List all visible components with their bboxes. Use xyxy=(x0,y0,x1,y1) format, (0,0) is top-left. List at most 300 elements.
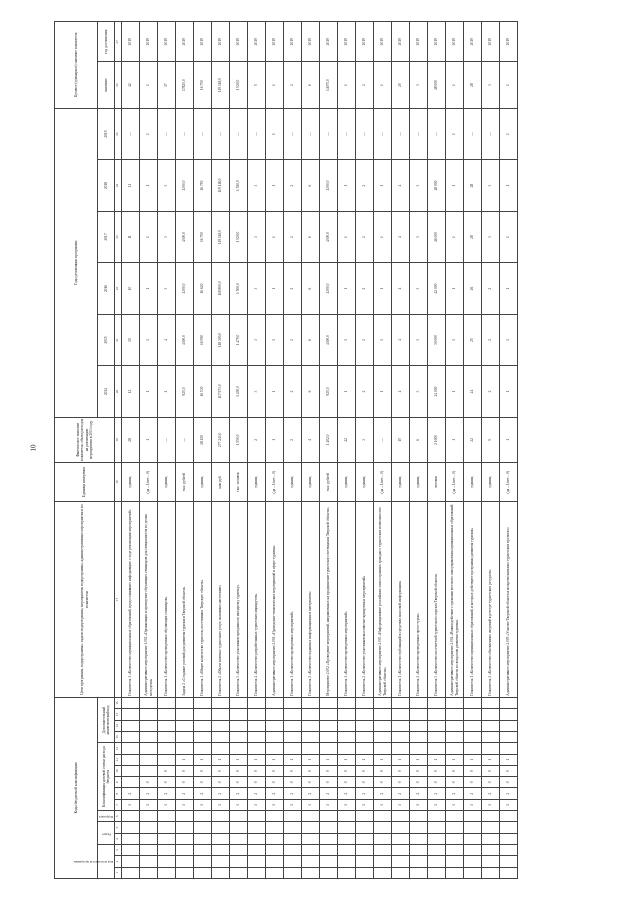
target-year-cell: 2019 xyxy=(176,22,194,62)
fact-cell: — xyxy=(158,417,176,462)
table-row xyxy=(230,22,248,879)
code-cell xyxy=(302,697,320,709)
code-cell xyxy=(176,720,194,731)
code-cell: 0 xyxy=(320,777,338,788)
code-cell xyxy=(320,822,338,833)
code-cell xyxy=(392,833,410,844)
code-cell: 0 xyxy=(176,765,194,776)
target-year-cell: 2019 xyxy=(482,22,500,62)
code-cell: 0 xyxy=(392,777,410,788)
code-cell xyxy=(158,709,176,720)
code-cell: 0 xyxy=(284,765,302,776)
target-value-cell: 3 xyxy=(410,62,428,108)
year-value-cell: 16 750 xyxy=(194,160,212,211)
table-row xyxy=(302,22,320,879)
code-cell: 0 xyxy=(410,765,428,776)
year-value-cell: 16 750 xyxy=(194,211,212,262)
unit-cell: единиц xyxy=(284,463,302,502)
code-cell: 0 xyxy=(248,777,266,788)
target-year-header: год достижения xyxy=(98,22,115,62)
fact-cell: — xyxy=(176,417,194,462)
unit-cell: единиц xyxy=(158,463,176,502)
year-value-cell: 925,0 xyxy=(320,366,338,417)
code-cell xyxy=(338,845,356,856)
code-cell xyxy=(374,731,392,742)
code-cell xyxy=(482,709,500,720)
column-number: 17 xyxy=(115,502,122,698)
year-value-cell: 3 xyxy=(410,211,428,262)
code-cell: 0 xyxy=(302,777,320,788)
year-value-cell: 42 000 xyxy=(428,263,446,314)
indicator-name: Показатель 2 «Количество участников выставочно-ярмарочных мероприятий» xyxy=(356,502,374,698)
code-cell xyxy=(500,845,518,856)
code-cell: 2 xyxy=(374,788,392,799)
code-cell xyxy=(266,709,284,720)
year-value-cell: 2 xyxy=(356,366,374,417)
code-cell xyxy=(392,720,410,731)
code-cell xyxy=(176,856,194,867)
year-value-cell: 2 xyxy=(284,314,302,365)
code-cell xyxy=(122,845,140,856)
indicator-name: Показатель 1 «Количество муниципальных образований, предоставивших информацию о ходе реализации мероприятий» xyxy=(122,502,140,698)
code-cell xyxy=(464,833,482,844)
code-cell xyxy=(356,731,374,742)
unit-cell: (да – 1/нет – 0) xyxy=(500,463,518,502)
year-header-2015: 2015 xyxy=(98,314,115,365)
year-value-cell: — xyxy=(122,108,140,160)
fact-cell: 1 xyxy=(266,417,284,462)
year-value-cell: 1 xyxy=(500,160,518,211)
year-value-cell: 1 500,0 xyxy=(230,263,248,314)
indicator-name: Административное мероприятие 1.002 «Организация и проведение обучающих семинаров для специалистов по делам молодежи» xyxy=(140,502,158,698)
code-cell xyxy=(428,833,446,844)
code-cell xyxy=(122,867,140,878)
rotated-table-container xyxy=(54,21,606,879)
year-value-cell: 1 xyxy=(140,314,158,365)
code-cell: 1 xyxy=(392,799,410,810)
code-cell xyxy=(410,856,428,867)
code-cell xyxy=(248,856,266,867)
code-cell xyxy=(500,709,518,720)
code-cell: 1 xyxy=(266,754,284,765)
target-year-cell: 2019 xyxy=(158,22,176,62)
year-value-cell: 1 xyxy=(446,263,464,314)
unit-cell: (да – 1/нет – 0) xyxy=(446,463,464,502)
year-value-cell: 4 xyxy=(392,211,410,262)
target-value-cell: 48 000 xyxy=(428,62,446,108)
code-cell: 1 xyxy=(176,799,194,810)
year-value-cell: 1 xyxy=(338,211,356,262)
indicator-name: Административное мероприятие 2.004 «Взаимодействие с органами местного самоуправления муниципальных образований Тверской области по вопросам развития туризма» xyxy=(446,502,464,698)
code-group-header: Коды бюджетной классификации xyxy=(55,697,98,878)
code-cell xyxy=(428,845,446,856)
code-cell xyxy=(392,822,410,833)
code-cell xyxy=(122,743,140,754)
year-value-cell: 1 xyxy=(140,108,158,160)
code-cell xyxy=(428,743,446,754)
code-cell xyxy=(320,833,338,844)
year-value-cell: 1 xyxy=(500,108,518,160)
code-cell xyxy=(392,867,410,878)
target-year-cell: 2019 xyxy=(428,22,446,62)
year-value-cell: 3 xyxy=(248,366,266,417)
table-row xyxy=(374,22,392,879)
code-cell: 0 xyxy=(374,765,392,776)
code-cell xyxy=(302,822,320,833)
code-cell xyxy=(410,709,428,720)
code-cell xyxy=(212,697,230,709)
code-cell xyxy=(356,833,374,844)
table-row xyxy=(194,22,212,879)
code-cell: 2 xyxy=(266,788,284,799)
code-cell xyxy=(482,822,500,833)
code-cell xyxy=(446,731,464,742)
code-cell: 0 xyxy=(500,777,518,788)
column-number: 4 xyxy=(115,833,122,844)
target-year-cell: 2019 xyxy=(446,22,464,62)
code-cell xyxy=(140,697,158,709)
code-cell xyxy=(410,811,428,822)
target-year-cell: 2019 xyxy=(266,22,284,62)
code-cell xyxy=(320,697,338,709)
code-cell: 1 xyxy=(500,799,518,810)
code-cell: 1 xyxy=(374,799,392,810)
code-cell xyxy=(482,720,500,731)
year-value-cell: — xyxy=(320,108,338,160)
program-indicators-table xyxy=(54,21,518,879)
year-value-cell: 1 xyxy=(266,366,284,417)
code-cell xyxy=(428,731,446,742)
year-value-cell: 3 xyxy=(410,366,428,417)
code-cell xyxy=(158,731,176,742)
code-cell xyxy=(428,709,446,720)
code-cell: 2 xyxy=(212,788,230,799)
year-value-cell: 1 xyxy=(446,160,464,211)
target-year-cell: 2019 xyxy=(320,22,338,62)
year-value-cell: 119 118,0 xyxy=(212,160,230,211)
table-row xyxy=(248,22,266,879)
code-cell: 0 xyxy=(158,777,176,788)
year-value-cell: 6 xyxy=(302,314,320,365)
code-cell xyxy=(464,697,482,709)
code-cell: 1 xyxy=(284,754,302,765)
code-cell xyxy=(122,754,140,765)
target-value-cell: 1 xyxy=(374,62,392,108)
code-cell xyxy=(176,709,194,720)
code-cell xyxy=(158,867,176,878)
code-cell xyxy=(356,856,374,867)
indicator-name: Показатель 3 «Количество участников программ по въездному туризму» xyxy=(230,502,248,698)
year-value-cell: 2 xyxy=(356,160,374,211)
year-value-cell: 24 xyxy=(464,366,482,417)
code-cell xyxy=(266,833,284,844)
code-cell xyxy=(176,845,194,856)
code-cell: 2 xyxy=(410,788,428,799)
code-cell xyxy=(194,845,212,856)
code-cell: 0 xyxy=(482,765,500,776)
year-value-cell: 3 xyxy=(248,263,266,314)
code-cell xyxy=(248,822,266,833)
year-value-cell: 1 xyxy=(266,211,284,262)
year-value-cell: 1 xyxy=(374,314,392,365)
year-value-cell: 3 xyxy=(410,263,428,314)
code-cell: 0 xyxy=(338,777,356,788)
code-cell: 0 xyxy=(374,777,392,788)
code-cell xyxy=(500,822,518,833)
code-cell: 2 xyxy=(446,788,464,799)
year-value-cell: 4300,0 xyxy=(320,263,338,314)
year-value-cell: 4300,0 xyxy=(320,314,338,365)
target-year-cell: 2019 xyxy=(140,22,158,62)
target-year-cell: 2019 xyxy=(410,22,428,62)
target-value-cell: 17 xyxy=(158,62,176,108)
year-value-cell: 117 973,0 xyxy=(212,366,230,417)
target-year-cell: 2019 xyxy=(392,22,410,62)
year-value-cell: — xyxy=(482,108,500,160)
code-cell: 1 xyxy=(338,754,356,765)
code-cell: 2 xyxy=(230,788,248,799)
code-cell: 0 xyxy=(428,777,446,788)
csr-header: Классификация целевой статьи расхода бюджета xyxy=(98,743,115,811)
code-cell: 0 xyxy=(248,765,266,776)
code-cell: 2 xyxy=(122,788,140,799)
code-cell xyxy=(194,709,212,720)
year-value-cell: 3 xyxy=(158,263,176,314)
unit-cell: единиц xyxy=(410,463,428,502)
code-cell: 2 xyxy=(320,788,338,799)
subsection-header: Подраздел xyxy=(98,811,115,822)
indicator-name: Показатель 2 «Объем платных туристских услуг, оказанных населению» xyxy=(212,502,230,698)
column-number: 23 xyxy=(115,211,122,262)
code-cell xyxy=(212,743,230,754)
code-cell: 0 xyxy=(212,777,230,788)
code-cell xyxy=(212,845,230,856)
code-cell: 0 xyxy=(212,765,230,776)
fact-cell: 5 xyxy=(482,417,500,462)
unit-cell: единиц xyxy=(392,463,410,502)
table-row xyxy=(428,22,446,879)
year-value-cell: 1 xyxy=(266,160,284,211)
code-cell xyxy=(500,856,518,867)
target-year-cell: 2019 xyxy=(122,22,140,62)
fact-cell: 6 xyxy=(410,417,428,462)
unit-cell: единиц xyxy=(356,463,374,502)
code-cell: 1 xyxy=(410,754,428,765)
year-value-cell: 1 xyxy=(374,211,392,262)
code-cell xyxy=(122,731,140,742)
target-value-cell: 1 520,0 xyxy=(230,62,248,108)
code-cell xyxy=(356,743,374,754)
target-value-header: значение xyxy=(98,62,115,108)
year-value-cell: 1 xyxy=(500,314,518,365)
code-cell xyxy=(140,833,158,844)
year-value-cell: 24 000 xyxy=(428,366,446,417)
code-cell: 1 xyxy=(122,799,140,810)
target-value-cell: 1 xyxy=(446,62,464,108)
target-value-cell: 2 xyxy=(356,62,374,108)
code-cell xyxy=(140,754,158,765)
year-value-cell: 3 xyxy=(410,314,428,365)
table-row xyxy=(356,22,374,879)
year-value-cell: 6 xyxy=(302,160,320,211)
indicator-name: Показатель 1 «Общее количество туристов, посетивших Тверскую область» xyxy=(194,502,212,698)
code-cell xyxy=(140,709,158,720)
indicator-name: Показатель 2 «Количество проведенных пресс-туров» xyxy=(410,502,428,698)
code-cell xyxy=(302,833,320,844)
year-value-cell: 1 xyxy=(140,366,158,417)
code-cell xyxy=(500,867,518,878)
indicator-name: Административное мероприятие 2.001 «Проведение тематических мероприятий в сфере туризма» xyxy=(266,502,284,698)
column-number: 19 xyxy=(115,417,122,462)
code-cell xyxy=(266,856,284,867)
code-cell xyxy=(248,697,266,709)
target-year-cell: 2019 xyxy=(194,22,212,62)
code-cell: 1 xyxy=(374,754,392,765)
target-year-cell: 2019 xyxy=(212,22,230,62)
admin-code-header: Код исполнителя программы xyxy=(98,845,115,879)
fact-cell: 15 xyxy=(392,417,410,462)
year-value-cell: 1 xyxy=(446,211,464,262)
code-cell xyxy=(140,731,158,742)
fact-cell: 28 xyxy=(122,417,140,462)
code-cell xyxy=(194,743,212,754)
target-value-cell: 20 xyxy=(392,62,410,108)
code-cell xyxy=(446,856,464,867)
target-value-cell: 119 118,0 xyxy=(212,62,230,108)
column-number: 14 xyxy=(115,720,122,731)
column-number: 10 xyxy=(115,765,122,776)
code-cell xyxy=(230,822,248,833)
year-value-cell: 1 xyxy=(446,314,464,365)
table-row xyxy=(158,22,176,879)
year-value-cell: 10 xyxy=(122,314,140,365)
code-cell: 1 xyxy=(482,754,500,765)
year-value-cell: 4300,0 xyxy=(176,160,194,211)
target-value-cell: 2 xyxy=(284,62,302,108)
code-cell xyxy=(410,743,428,754)
column-number: 3 xyxy=(115,845,122,856)
fact-cell: 1 xyxy=(140,417,158,462)
code-cell xyxy=(248,731,266,742)
year-value-cell: 25 xyxy=(464,314,482,365)
year-value-cell: — xyxy=(230,108,248,160)
year-value-cell: 2 xyxy=(482,366,500,417)
year-value-cell: 4 xyxy=(392,263,410,314)
table-row xyxy=(122,22,140,879)
year-value-cell: 1 520,0 xyxy=(230,211,248,262)
code-cell xyxy=(338,743,356,754)
year-value-cell: — xyxy=(176,108,194,160)
indicator-name: Административное мероприятие 2.005 «Участие Тверской области в межрегиональных туристских проектах» xyxy=(500,502,518,698)
year-value-cell: 11 xyxy=(122,160,140,211)
code-cell xyxy=(356,867,374,878)
code-cell xyxy=(284,731,302,742)
target-year-cell: 2019 xyxy=(302,22,320,62)
column-number: 21 xyxy=(115,314,122,365)
column-number: 11 xyxy=(115,754,122,765)
code-cell xyxy=(266,845,284,856)
code-cell xyxy=(428,867,446,878)
year-value-cell: 4 xyxy=(158,314,176,365)
code-cell: 0 xyxy=(284,777,302,788)
column-number: 26 xyxy=(115,62,122,108)
year-value-cell: 26 xyxy=(464,263,482,314)
year-value-cell: 30 000 xyxy=(428,314,446,365)
code-cell xyxy=(176,743,194,754)
code-cell xyxy=(446,867,464,878)
code-cell xyxy=(158,845,176,856)
fact-cell: 1 xyxy=(446,417,464,462)
code-cell: 2 xyxy=(176,788,194,799)
code-cell xyxy=(122,811,140,822)
year-value-cell: — xyxy=(248,108,266,160)
code-cell xyxy=(302,731,320,742)
code-cell xyxy=(140,811,158,822)
code-cell: 0 xyxy=(356,765,374,776)
code-cell xyxy=(446,743,464,754)
fact-cell: 22 xyxy=(464,417,482,462)
fact-cell: 1 402,0 xyxy=(320,417,338,462)
target-group-header: Целевое (суммарное) значение показателя xyxy=(55,22,98,109)
year-value-cell: 1 520,0 xyxy=(230,160,248,211)
code-cell: 0 xyxy=(338,765,356,776)
code-cell xyxy=(302,856,320,867)
code-cell: 1 xyxy=(248,754,266,765)
year-value-cell: 3 xyxy=(482,211,500,262)
code-cell xyxy=(176,731,194,742)
code-cell xyxy=(230,697,248,709)
code-cell: 1 xyxy=(446,799,464,810)
code-cell xyxy=(464,845,482,856)
year-value-cell: 16 620 xyxy=(194,263,212,314)
year-value-cell: — xyxy=(194,108,212,160)
year-value-cell: 2 xyxy=(482,263,500,314)
year-value-cell: 10 xyxy=(122,263,140,314)
code-cell xyxy=(122,765,140,776)
code-cell xyxy=(176,822,194,833)
code-cell: 1 xyxy=(176,754,194,765)
code-cell: 2 xyxy=(158,788,176,799)
code-cell xyxy=(500,731,518,742)
code-cell: 0 xyxy=(392,765,410,776)
code-cell: 2 xyxy=(464,788,482,799)
code-cell xyxy=(212,709,230,720)
code-cell xyxy=(320,720,338,731)
code-cell xyxy=(374,856,392,867)
code-cell xyxy=(158,754,176,765)
code-cell xyxy=(248,845,266,856)
code-cell: 1 xyxy=(248,799,266,810)
target-value-cell: 16 750 xyxy=(194,62,212,108)
code-cell xyxy=(266,867,284,878)
year-value-cell: 1 xyxy=(446,108,464,160)
code-cell xyxy=(212,833,230,844)
section-header: Раздел xyxy=(98,822,115,845)
code-cell xyxy=(122,697,140,709)
code-cell xyxy=(158,811,176,822)
code-cell: 1 xyxy=(230,754,248,765)
code-cell xyxy=(410,731,428,742)
code-cell xyxy=(500,697,518,709)
code-cell xyxy=(464,867,482,878)
code-cell xyxy=(446,709,464,720)
table-row xyxy=(464,22,482,879)
column-number: 1 xyxy=(115,867,122,878)
target-value-cell: 1 xyxy=(266,62,284,108)
code-cell: 1 xyxy=(284,799,302,810)
table-row xyxy=(392,22,410,879)
years-group-header: Годы реализации программы xyxy=(55,108,98,417)
